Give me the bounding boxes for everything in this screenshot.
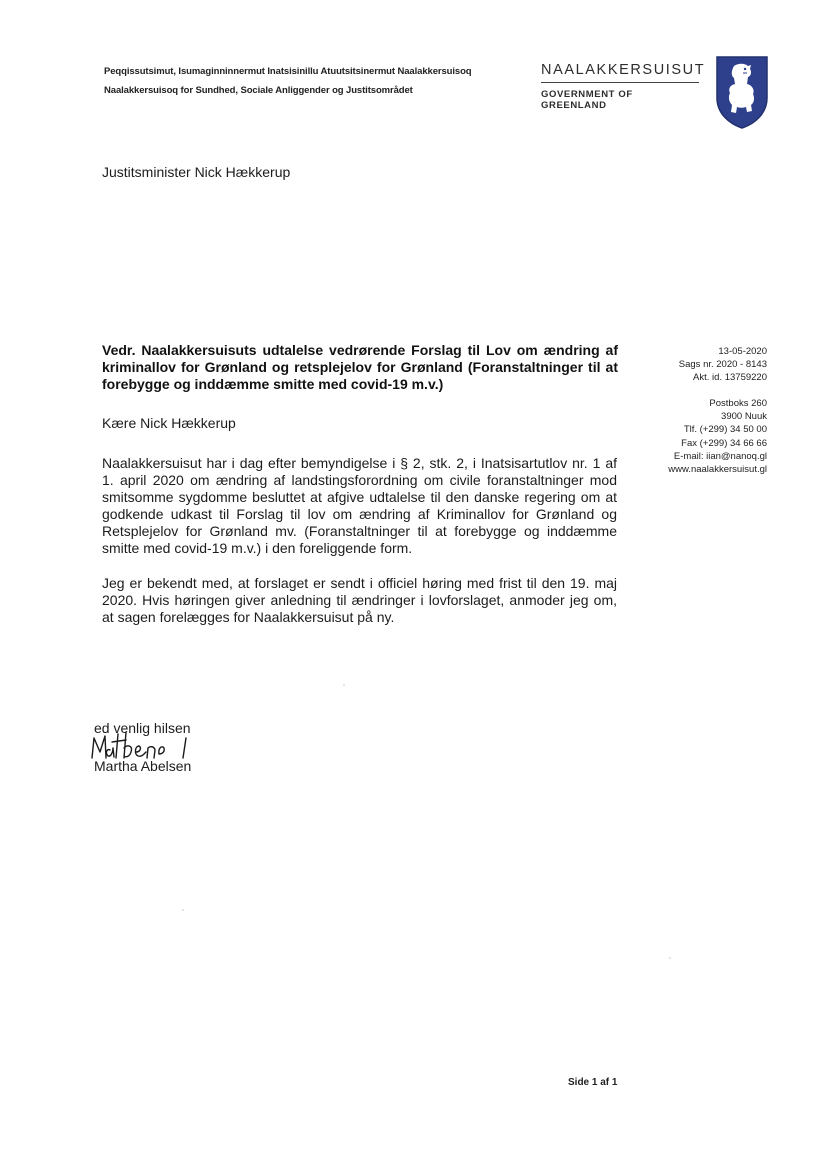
postal-city: 3900 Nuuk: [721, 411, 767, 423]
document-id: Akt. id. 13759220: [693, 372, 767, 384]
scan-speck: [182, 909, 184, 911]
fax-number: Fax (+299) 34 66 66: [681, 437, 767, 449]
phone-number: Tlf. (+299) 34 50 00: [683, 424, 767, 436]
logo-subtitle: GOVERNMENT OF GREENLAND: [541, 89, 633, 111]
body-paragraph-2: Jeg er bekendt med, at forslaget er sendt i officiel høring med frist til den 19. maj 2020. Hvis høringen giver anledning til ændringer i lovforslaget, anmoder jeg om, at sagen forelægges for Naalakkersuisut på ny.: [102, 575, 617, 625]
ministry-name-greenlandic: Peqqissutsimut, Isumaginninnermut Inatsisinillu Atuutsitsinermut Naalakkersuisoq: [104, 66, 472, 77]
po-box: Postboks 260: [709, 398, 767, 409]
letter-date: 13-05-2020: [718, 346, 767, 357]
salutation: Kære Nick Hækkerup: [102, 415, 236, 431]
scan-speck: [343, 684, 345, 686]
website-address: www.naalakkersuisut.gl: [668, 464, 767, 476]
ministry-name-danish: Naalakkersuisoq for Sundhed, Sociale Anliggender og Justitsområdet: [104, 85, 413, 96]
signer-name: Martha Abelsen: [94, 758, 192, 774]
page-number: Side 1 af 1: [568, 1077, 618, 1088]
subject-heading: Vedr. Naalakkersuisuts udtalelse vedrørende Forslag til Lov om ændring af kriminallov for Grønland og retsplejelov for Grønland (Foranstaltninger til at forebygge og inddæmme smitte med covid-19 m.v.): [102, 342, 618, 392]
contact-info-block: [620, 397, 767, 476]
recipient-name: Justitsminister Nick Hækkerup: [102, 164, 291, 180]
government-logo: [541, 62, 706, 111]
polar-bear-shield-icon: [714, 54, 770, 130]
closing-greeting: ed venlig hilsen: [94, 720, 191, 736]
case-info-block: [620, 345, 767, 385]
logo-divider: [541, 82, 699, 83]
body-paragraph-1: Naalakkersuisut har i dag efter bemyndigelse i § 2, stk. 2, i Inatsisartutlov nr. 1 af 1. april 2020 om ændring af landstingsforordning om civile foranstaltninger mod smitsomme sygdomme besluttet at afgive udtalelse til den danske regering om at godkende udkast til Forslag til lov om ændring af Kriminallov for Grønland og Retsplejelov for Grønland mv. (Foranstaltninger til at forebygge og inddæmme smitte med covid-19 m.v.) i den foreliggende form.: [102, 455, 617, 556]
scan-speck: [669, 957, 671, 959]
email-address: E-mail: iian@nanoq.gl: [673, 450, 767, 462]
logo-name: NAALAKKERSUISUT: [541, 62, 706, 78]
case-number: Sags nr. 2020 - 8143: [678, 359, 767, 371]
